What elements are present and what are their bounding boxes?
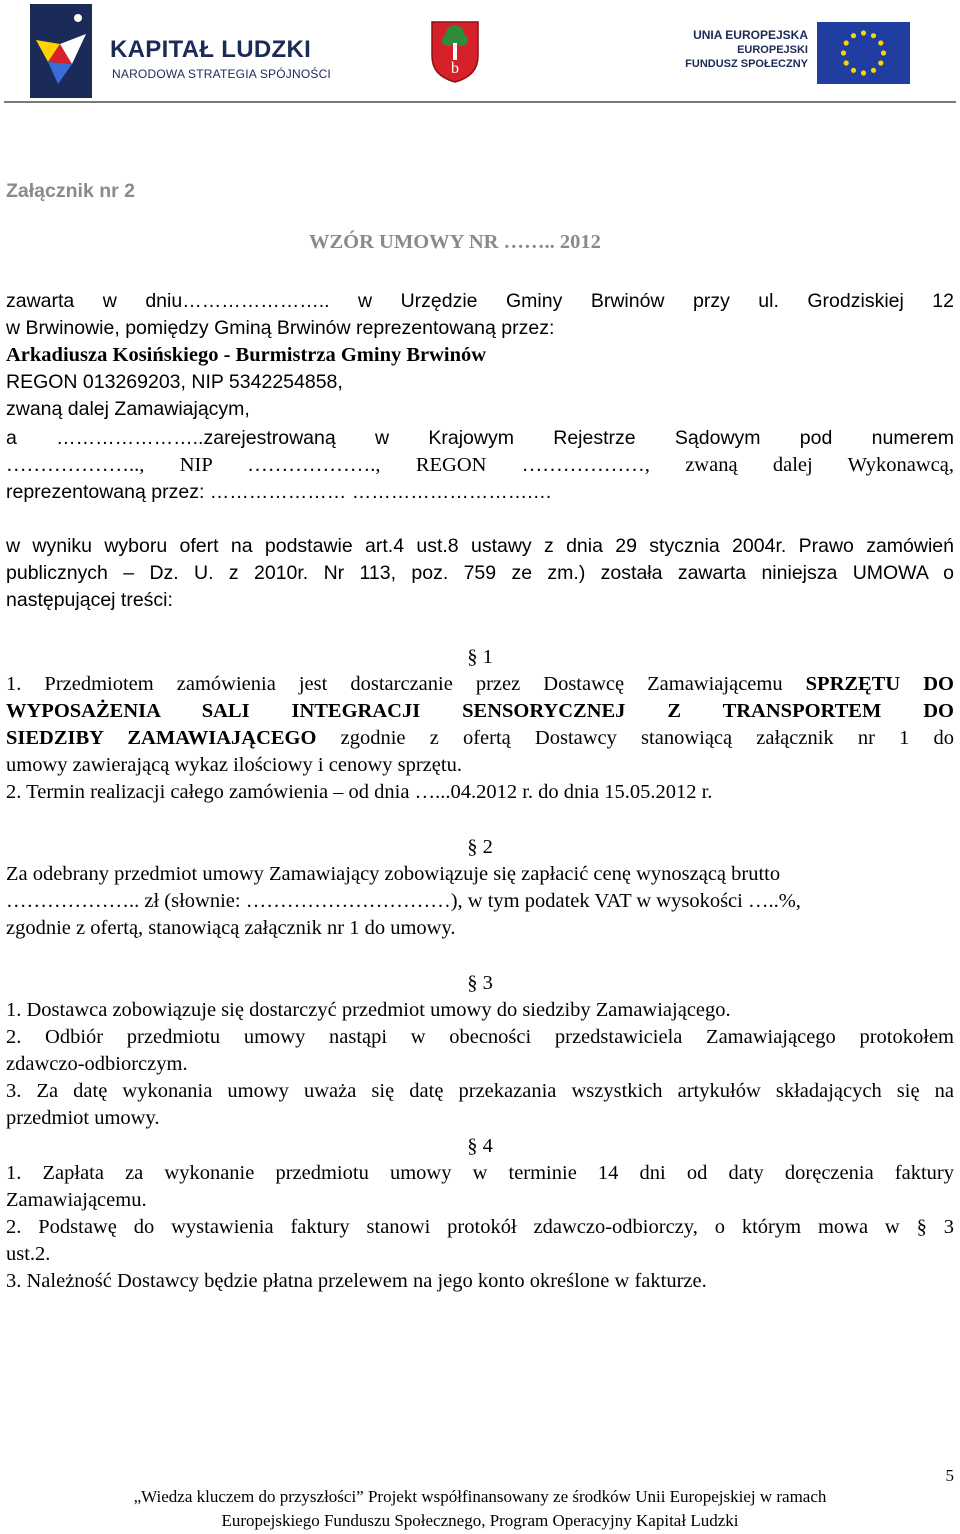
- section-3-line-4: 3. Za datę wykonania umowy uważa się datę przekazania wszystkich artykułów składających się na: [6, 1080, 954, 1102]
- kapital-ludzki-logo: [30, 4, 330, 98]
- section-1-line-5: 2. Termin realizacji całego zamówienia – od dnia …...04.2012 r. do dnia 15.05.2012 r.: [6, 781, 713, 803]
- section-2-line-3: zgodnie z ofertą, stanowiącą załącznik nr 1 do umowy.: [6, 917, 456, 939]
- basis-line-2: publicznych – Dz. U. z 2010r. Nr 113, poz. 759 ze zm.) została zawarta niniejsza UMOWA o: [6, 562, 954, 584]
- section-1-line-1-bold: SPRZĘTU DO: [805, 673, 955, 695]
- intro-line-5: zwaną dalej Zamawiającym,: [6, 398, 250, 420]
- basis-line-1: w wyniku wyboru ofert na podstawie art.4 ust.8 ustawy z dnia 29 stycznia 2004r. Prawo zamówień: [6, 535, 954, 557]
- section-3-line-5: przedmiot umowy.: [6, 1107, 160, 1129]
- intro-line-6: a …………………..zarejestrowaną w Krajowym Rejestrze Sądowym pod numerem: [6, 427, 954, 449]
- kapital-ludzki-subtitle: NARODOWA STRATEGIA SPÓJNOŚCI: [112, 67, 331, 81]
- page-header: [0, 0, 960, 104]
- section-1-line-1: [6, 671, 954, 698]
- header-divider: [4, 101, 956, 103]
- section-1-line-3: [6, 725, 954, 752]
- intro-line-3: Arkadiusza Kosińskiego - Burmistrza Gminy Brwinów: [6, 344, 487, 366]
- page-number: 5: [945, 1466, 954, 1485]
- eu-line-2: EUROPEJSKI: [737, 44, 808, 56]
- kapital-ludzki-title: KAPITAŁ LUDZKI: [110, 36, 312, 63]
- kapital-ludzki-flag-icon: [30, 4, 92, 98]
- section-1-heading: § 1: [467, 646, 493, 668]
- section-4-line-1: 1. Zapłata za wykonanie przedmiotu umowy w terminie 14 dni od daty doręczenia faktury: [6, 1162, 954, 1184]
- section-1-line-3-bold: SIEDZIBY ZAMAWIAJĄCEGO: [6, 727, 317, 749]
- section-2-line-1: Za odebrany przedmiot umowy Zamawiający zobowiązuje się zapłacić cenę wynoszącą brutto: [6, 863, 781, 885]
- brwinow-crest-icon: [430, 20, 480, 84]
- section-2-heading: § 2: [467, 836, 493, 858]
- section-1-line-4: umowy zawierającą wykaz ilościowy i cenowy sprzętu.: [6, 754, 462, 776]
- section-4-line-2: Zamawiającemu.: [6, 1189, 147, 1211]
- page-footer: [0, 1485, 960, 1533]
- eu-line-1: UNIA EUROPEJSKA: [693, 28, 808, 42]
- section-2-line-2: ……………….. zł (słownie: …………………………), w tym podatek VAT w wysokości …..%,: [6, 890, 801, 912]
- section-4-line-4: ust.2.: [6, 1243, 51, 1265]
- section-4-line-3: 2. Podstawę do wystawienia faktury stanowi protokół zdawczo-odbiorczy, o którym mowa w § 3: [6, 1216, 954, 1238]
- section-1-line-2: WYPOSAŻENIA SALI INTEGRACJI SENSORYCZNEJ Z TRANSPORTEM DO: [6, 700, 954, 722]
- intro-line-8: reprezentowaną przez: ………………… ……………………….…: [6, 481, 553, 503]
- eu-logo: [680, 20, 910, 84]
- crest-letter: b: [451, 60, 459, 77]
- footer-line-2: Europejskiego Funduszu Społecznego, Program Operacyjny Kapitał Ludzki: [221, 1511, 739, 1530]
- section-1-line-3-text: zgodnie z ofertą Dostawcy stanowiącą załącznik nr 1 do: [316, 727, 954, 749]
- intro-line-7: ……………….., NIP ………………., REGON ………………, zwaną dalej Wykonawcą,: [6, 454, 954, 476]
- section-3-line-3: zdawczo-odbiorczym.: [6, 1053, 188, 1075]
- intro-line-2: w Brwinowie, pomiędzy Gminą Brwinów reprezentowaną przez:: [6, 317, 555, 339]
- section-3-line-1: 1. Dostawca zobowiązuje się dostarczyć przedmiot umowy do siedziby Zamawiającego.: [6, 999, 731, 1021]
- intro-line-4: REGON 013269203, NIP 5342254858,: [6, 371, 343, 393]
- annex-label: Załącznik nr 2: [6, 180, 135, 202]
- contract-title: WZÓR UMOWY NR …….. 2012: [309, 231, 601, 253]
- section-3-line-2: 2. Odbiór przedmiotu umowy nastąpi w obecności przedstawiciela Zamawiającego protokołem: [6, 1026, 954, 1048]
- section-1-line-1-text: 1. Przedmiotem zamówienia jest dostarczanie przez Dostawcę Zamawiającemu: [6, 673, 806, 695]
- intro-line-1: zawarta w dniu………………….. w Urzędzie Gminy Brwinów przy ul. Grodziskiej 12: [6, 290, 954, 312]
- eu-flag-icon: [817, 22, 910, 84]
- section-3-heading: § 3: [467, 972, 493, 994]
- section-4-line-5: 3. Należność Dostawcy będzie płatna przelewem na jego konto określone w fakturze.: [6, 1270, 707, 1292]
- footer-line-1: „Wiedza kluczem do przyszłości” Projekt współfinansowany ze środków Unii Europejskiej w ramach: [133, 1487, 827, 1506]
- eu-line-3: FUNDUSZ SPOŁECZNY: [685, 58, 808, 70]
- section-4-heading: § 4: [467, 1135, 493, 1157]
- basis-line-3: następującej treści:: [6, 589, 173, 611]
